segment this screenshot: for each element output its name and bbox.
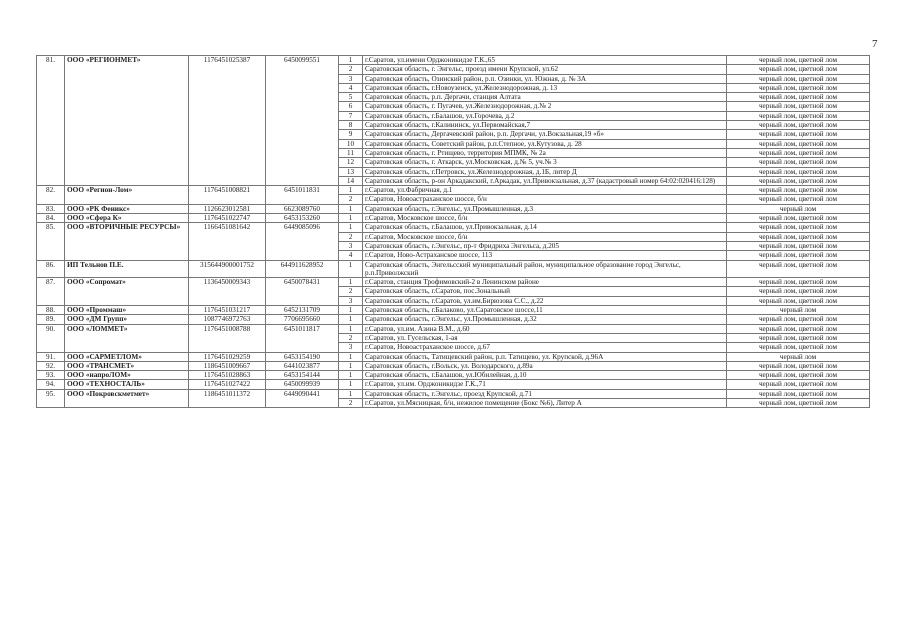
site-address: Саратовская область, р.п. Дергачи, станция Алтата: [363, 93, 727, 102]
scrap-type: черный лом, цветной лом: [727, 93, 870, 102]
site-index: 14: [339, 176, 363, 185]
scrap-type: черный лом, цветной лом: [727, 232, 870, 241]
company-name: ООО «САРМЕТЛОМ»: [65, 352, 189, 361]
inn-cell: 6451011817: [266, 324, 339, 352]
table-row: [37, 186, 870, 195]
site-address: г.Саратов, станция Трофимовский-2 в Ленинском районе: [363, 278, 727, 287]
site-index: 1: [339, 352, 363, 361]
scrap-type: черный лом, цветной лом: [727, 223, 870, 232]
entry-number: 88.: [37, 306, 65, 315]
ogrn-cell: 1176451022747: [189, 214, 266, 223]
site-index: 1: [339, 389, 363, 398]
entry-number: 82.: [37, 186, 65, 205]
entry-number: 84.: [37, 214, 65, 223]
table-row: [37, 306, 870, 315]
site-index: 2: [339, 65, 363, 74]
scrap-type: черный лом, цветной лом: [727, 251, 870, 260]
site-index: 9: [339, 130, 363, 139]
site-index: 2: [339, 232, 363, 241]
site-address: Саратовская область, Озинский район, р.п. Озинки, ул. Южная, д. № 3А: [363, 74, 727, 83]
ogrn-cell: 1176451025387: [189, 56, 266, 186]
site-index: 1: [339, 278, 363, 287]
site-index: 8: [339, 121, 363, 130]
scrap-type: черный лом: [727, 352, 870, 361]
site-address: г.Саратов, Новоастраханское шоссе, д.67: [363, 343, 727, 352]
ogrn-cell: 1176451008788: [189, 324, 266, 352]
site-index: 3: [339, 74, 363, 83]
site-address: Саратовская область, г. Пугачев, ул.Железнодорожная, д.№ 2: [363, 102, 727, 111]
page-number: 7: [872, 38, 878, 50]
company-name: ООО «ВТОРИЧНЫЕ РЕСУРСЫ»: [65, 223, 189, 260]
scrap-type: черный лом, цветной лом: [727, 371, 870, 380]
site-address: Саратовская область, г.Саратов, пос.Зональный: [363, 287, 727, 296]
company-name: ООО «ЛОММЕТ»: [65, 324, 189, 352]
ogrn-cell: 1176451008821: [189, 186, 266, 205]
site-index: 4: [339, 251, 363, 260]
table-row: [37, 260, 870, 278]
site-index: 3: [339, 241, 363, 250]
company-name: ООО «Проммаш»: [65, 306, 189, 315]
site-index: 3: [339, 343, 363, 352]
inn-cell: 6450099939: [266, 380, 339, 389]
inn-cell: 6450099551: [266, 56, 339, 186]
entry-number: 86.: [37, 260, 65, 278]
ogrn-cell: 1176451029259: [189, 352, 266, 361]
site-index: 1: [339, 186, 363, 195]
site-address: г.Саратов, Ново-Астраханское шоссе, 113: [363, 251, 727, 260]
scrap-type: черный лом, цветной лом: [727, 139, 870, 148]
ogrn-cell: 1186451009667: [189, 361, 266, 370]
scrap-type: черный лом, цветной лом: [727, 130, 870, 139]
table-row: [37, 56, 870, 65]
site-address: г.Саратов, Московское шоссе, б/н: [363, 232, 727, 241]
site-index: 1: [339, 380, 363, 389]
scrap-type: черный лом, цветной лом: [727, 389, 870, 398]
site-address: Саратовская область, г.Энгельс, проезд Крупской, д.71: [363, 389, 727, 398]
site-address: Саратовская область, г.Саратов, ул.им.Бирюзова С.С., д.22: [363, 296, 727, 305]
entry-number: 83.: [37, 204, 65, 213]
site-address: Саратовская область, г.Вольск, ул. Володарского, д.89а: [363, 361, 727, 370]
company-name: ООО «Сопромат»: [65, 278, 189, 306]
table-row: [37, 204, 870, 213]
scrap-type: черный лом, цветной лом: [727, 195, 870, 204]
site-address: Саратовская область, г.Калининск, ул.Первомайская,7: [363, 121, 727, 130]
scrap-type: черный лом, цветной лом: [727, 324, 870, 333]
inn-cell: 644911628952: [266, 260, 339, 278]
site-index: 1: [339, 315, 363, 324]
ogrn-cell: 1166451081642: [189, 223, 266, 260]
site-index: 1: [339, 371, 363, 380]
site-address: г.Саратов, ул.имени Орджоникидзе Г.К.,65: [363, 56, 727, 65]
site-address: г.Саратов, ул.Фабричная, д.1: [363, 186, 727, 195]
site-address: Саратовская область, Советский район, р.п.Степное, ул.Кутузова, д. 28: [363, 139, 727, 148]
site-index: 1: [339, 306, 363, 315]
entry-number: 91.: [37, 352, 65, 361]
scrap-type: черный лом, цветной лом: [727, 148, 870, 157]
inn-cell: 6449090441: [266, 389, 339, 408]
site-address: Саратовская область, г.Энгельс, пр-т Фридриха Энгельса, д.205: [363, 241, 727, 250]
ogrn-cell: 315644900001752: [189, 260, 266, 278]
scrap-type: черный лом, цветной лом: [727, 296, 870, 305]
company-name: ООО «Сфера К»: [65, 214, 189, 223]
entry-number: 94.: [37, 380, 65, 389]
company-name: ООО «Покровскметмет»: [65, 389, 189, 408]
scrap-type: черный лом, цветной лом: [727, 158, 870, 167]
entry-number: 90.: [37, 324, 65, 352]
company-name: ООО «Регион-Лом»: [65, 186, 189, 205]
inn-cell: 6450078431: [266, 278, 339, 306]
site-index: 10: [339, 139, 363, 148]
site-address: Саратовская область, г.Балаково, ул.Саратовское шоссе,11: [363, 306, 727, 315]
site-index: 13: [339, 167, 363, 176]
ogrn-cell: 1176451027422: [189, 380, 266, 389]
site-address: Саратовская область, г. Ртищево, территория МПМК, № 2а: [363, 148, 727, 157]
site-address: г.Саратов, ул. Гусельская, 1-ая: [363, 333, 727, 342]
entry-number: 85.: [37, 223, 65, 260]
table-row: [37, 324, 870, 333]
table-row: [37, 352, 870, 361]
site-index: 2: [339, 195, 363, 204]
site-address: Саратовская область, г. Аткарск, ул.Московская, д.№ 5, уч.№ 3: [363, 158, 727, 167]
site-address: Саратовская область, Энгельсский муниципальный район, муниципальное образование город Энгельс, р.п.Приволжский: [363, 260, 727, 278]
entry-number: 95.: [37, 389, 65, 408]
site-address: Саратовская область, г. Энгельс, проезд имени Крупской, ул.62: [363, 65, 727, 74]
ogrn-cell: 1176451028863: [189, 371, 266, 380]
company-name: ООО «напроЛОМ»: [65, 371, 189, 380]
table-row: [37, 278, 870, 287]
scrap-type: черный лом, цветной лом: [727, 315, 870, 324]
inn-cell: 6449085096: [266, 223, 339, 260]
site-address: г.Саратов, ул.им. Орджоникидзе Г.К.,71: [363, 380, 727, 389]
site-index: 7: [339, 111, 363, 120]
site-index: 1: [339, 223, 363, 232]
site-address: Саратовская область, Дергачевский район, р.п. Дергачи, ул.Вокзальная,19 «б»: [363, 130, 727, 139]
site-index: 2: [339, 287, 363, 296]
site-address: г.Саратов, Московское шоссе, б/н: [363, 214, 727, 223]
ogrn-cell: 1126623012581: [189, 204, 266, 213]
site-address: Саратовская область, г.Энгельс, ул.Промышленная, д.3: [363, 204, 727, 213]
site-index: 1: [339, 204, 363, 213]
inn-cell: 6623089760: [266, 204, 339, 213]
scrap-type: черный лом, цветной лом: [727, 65, 870, 74]
company-name: ООО «ТРАНСМЕТ»: [65, 361, 189, 370]
scrap-type: черный лом, цветной лом: [727, 74, 870, 83]
site-address: г.Саратов, Новоастраханское шоссе, б/н: [363, 195, 727, 204]
company-name: ООО «РК Феникс»: [65, 204, 189, 213]
site-index: 1: [339, 214, 363, 223]
site-index: 2: [339, 333, 363, 342]
site-index: 11: [339, 148, 363, 157]
ogrn-cell: 1186451011372: [189, 389, 266, 408]
scrap-type: черный лом, цветной лом: [727, 176, 870, 185]
inn-cell: 6452131709: [266, 306, 339, 315]
site-index: 1: [339, 361, 363, 370]
site-address: Саратовская область, Татищевский район, р.п. Татищево, ул. Крупской, д.96А: [363, 352, 727, 361]
entry-number: 89.: [37, 315, 65, 324]
inn-cell: 6441023877: [266, 361, 339, 370]
site-address: Саратовская область, г.Энгельс, ул.Промышленная, д.32: [363, 315, 727, 324]
ogrn-cell: 1136450009343: [189, 278, 266, 306]
scrap-type: черный лом, цветной лом: [727, 56, 870, 65]
table-row: [37, 223, 870, 232]
inn-cell: 6453154190: [266, 352, 339, 361]
table-row: [37, 389, 870, 398]
table-row: [37, 380, 870, 389]
scrap-type: черный лом, цветной лом: [727, 260, 870, 278]
scrap-type: черный лом, цветной лом: [727, 121, 870, 130]
scrap-type: черный лом: [727, 204, 870, 213]
table-row: [37, 315, 870, 324]
site-index: 6: [339, 102, 363, 111]
site-address: Саратовская область, г.Петровск, ул.Железнодорожная, д.1Б, литер Д: [363, 167, 727, 176]
scrap-type: черный лом, цветной лом: [727, 214, 870, 223]
table-row: [37, 361, 870, 370]
site-index: 1: [339, 56, 363, 65]
entry-number: 92.: [37, 361, 65, 370]
licensee-table: [36, 55, 870, 408]
site-index: 12: [339, 158, 363, 167]
scrap-type: черный лом, цветной лом: [727, 343, 870, 352]
inn-cell: 7706695660: [266, 315, 339, 324]
site-address: Саратовская область, г.Балашов, ул.Горочева, д.2: [363, 111, 727, 120]
table-row: [37, 214, 870, 223]
entry-number: 81.: [37, 56, 65, 186]
scrap-type: черный лом, цветной лом: [727, 167, 870, 176]
scrap-type: черный лом, цветной лом: [727, 398, 870, 407]
site-index: 1: [339, 260, 363, 278]
inn-cell: 6451011831: [266, 186, 339, 205]
company-name: ООО «ДМ Групп»: [65, 315, 189, 324]
inn-cell: 6453154144: [266, 371, 339, 380]
entry-number: 93.: [37, 371, 65, 380]
site-index: 3: [339, 296, 363, 305]
site-address: Саратовская область, р-он Аркадакский, г.Аркадак, ул.Привокзальная, д.37 (кадастровый номер 64:02:020416:128): [363, 176, 727, 185]
inn-cell: 6453153260: [266, 214, 339, 223]
scrap-type: черный лом, цветной лом: [727, 361, 870, 370]
site-index: 1: [339, 324, 363, 333]
site-index: 5: [339, 93, 363, 102]
table-row: [37, 371, 870, 380]
site-index: 4: [339, 83, 363, 92]
company-name: ИП Тельнов П.Е.: [65, 260, 189, 278]
scrap-type: черный лом, цветной лом: [727, 278, 870, 287]
scrap-type: черный лом: [727, 306, 870, 315]
ogrn-cell: 1176451031217: [189, 306, 266, 315]
scrap-type: черный лом, цветной лом: [727, 186, 870, 195]
scrap-type: черный лом, цветной лом: [727, 111, 870, 120]
site-address: Саратовская область, г.Балашов, ул.Привокзальная, д.14: [363, 223, 727, 232]
scrap-type: черный лом, цветной лом: [727, 287, 870, 296]
scrap-type: черный лом, цветной лом: [727, 241, 870, 250]
site-address: г.Саратов, ул.Мясницкая, б/н, нежилое помещение (Бокс №6), Литер А: [363, 398, 727, 407]
scrap-type: черный лом, цветной лом: [727, 380, 870, 389]
company-name: ООО «РЕГИОНМЕТ»: [65, 56, 189, 186]
scrap-type: черный лом, цветной лом: [727, 333, 870, 342]
scrap-type: черный лом, цветной лом: [727, 102, 870, 111]
site-address: Саратовская область, г.Балашов, ул.Юбилейная, д.10: [363, 371, 727, 380]
entry-number: 87.: [37, 278, 65, 306]
site-address: Саратовская область, г.Новоузенск, ул.Железнодорожная, д. 13: [363, 83, 727, 92]
site-address: г.Саратов, ул.им. Азина В.М., д.60: [363, 324, 727, 333]
company-name: ООО «ТЕХНОСТАЛЬ»: [65, 380, 189, 389]
site-index: 2: [339, 398, 363, 407]
scrap-type: черный лом, цветной лом: [727, 83, 870, 92]
ogrn-cell: 1087746972763: [189, 315, 266, 324]
